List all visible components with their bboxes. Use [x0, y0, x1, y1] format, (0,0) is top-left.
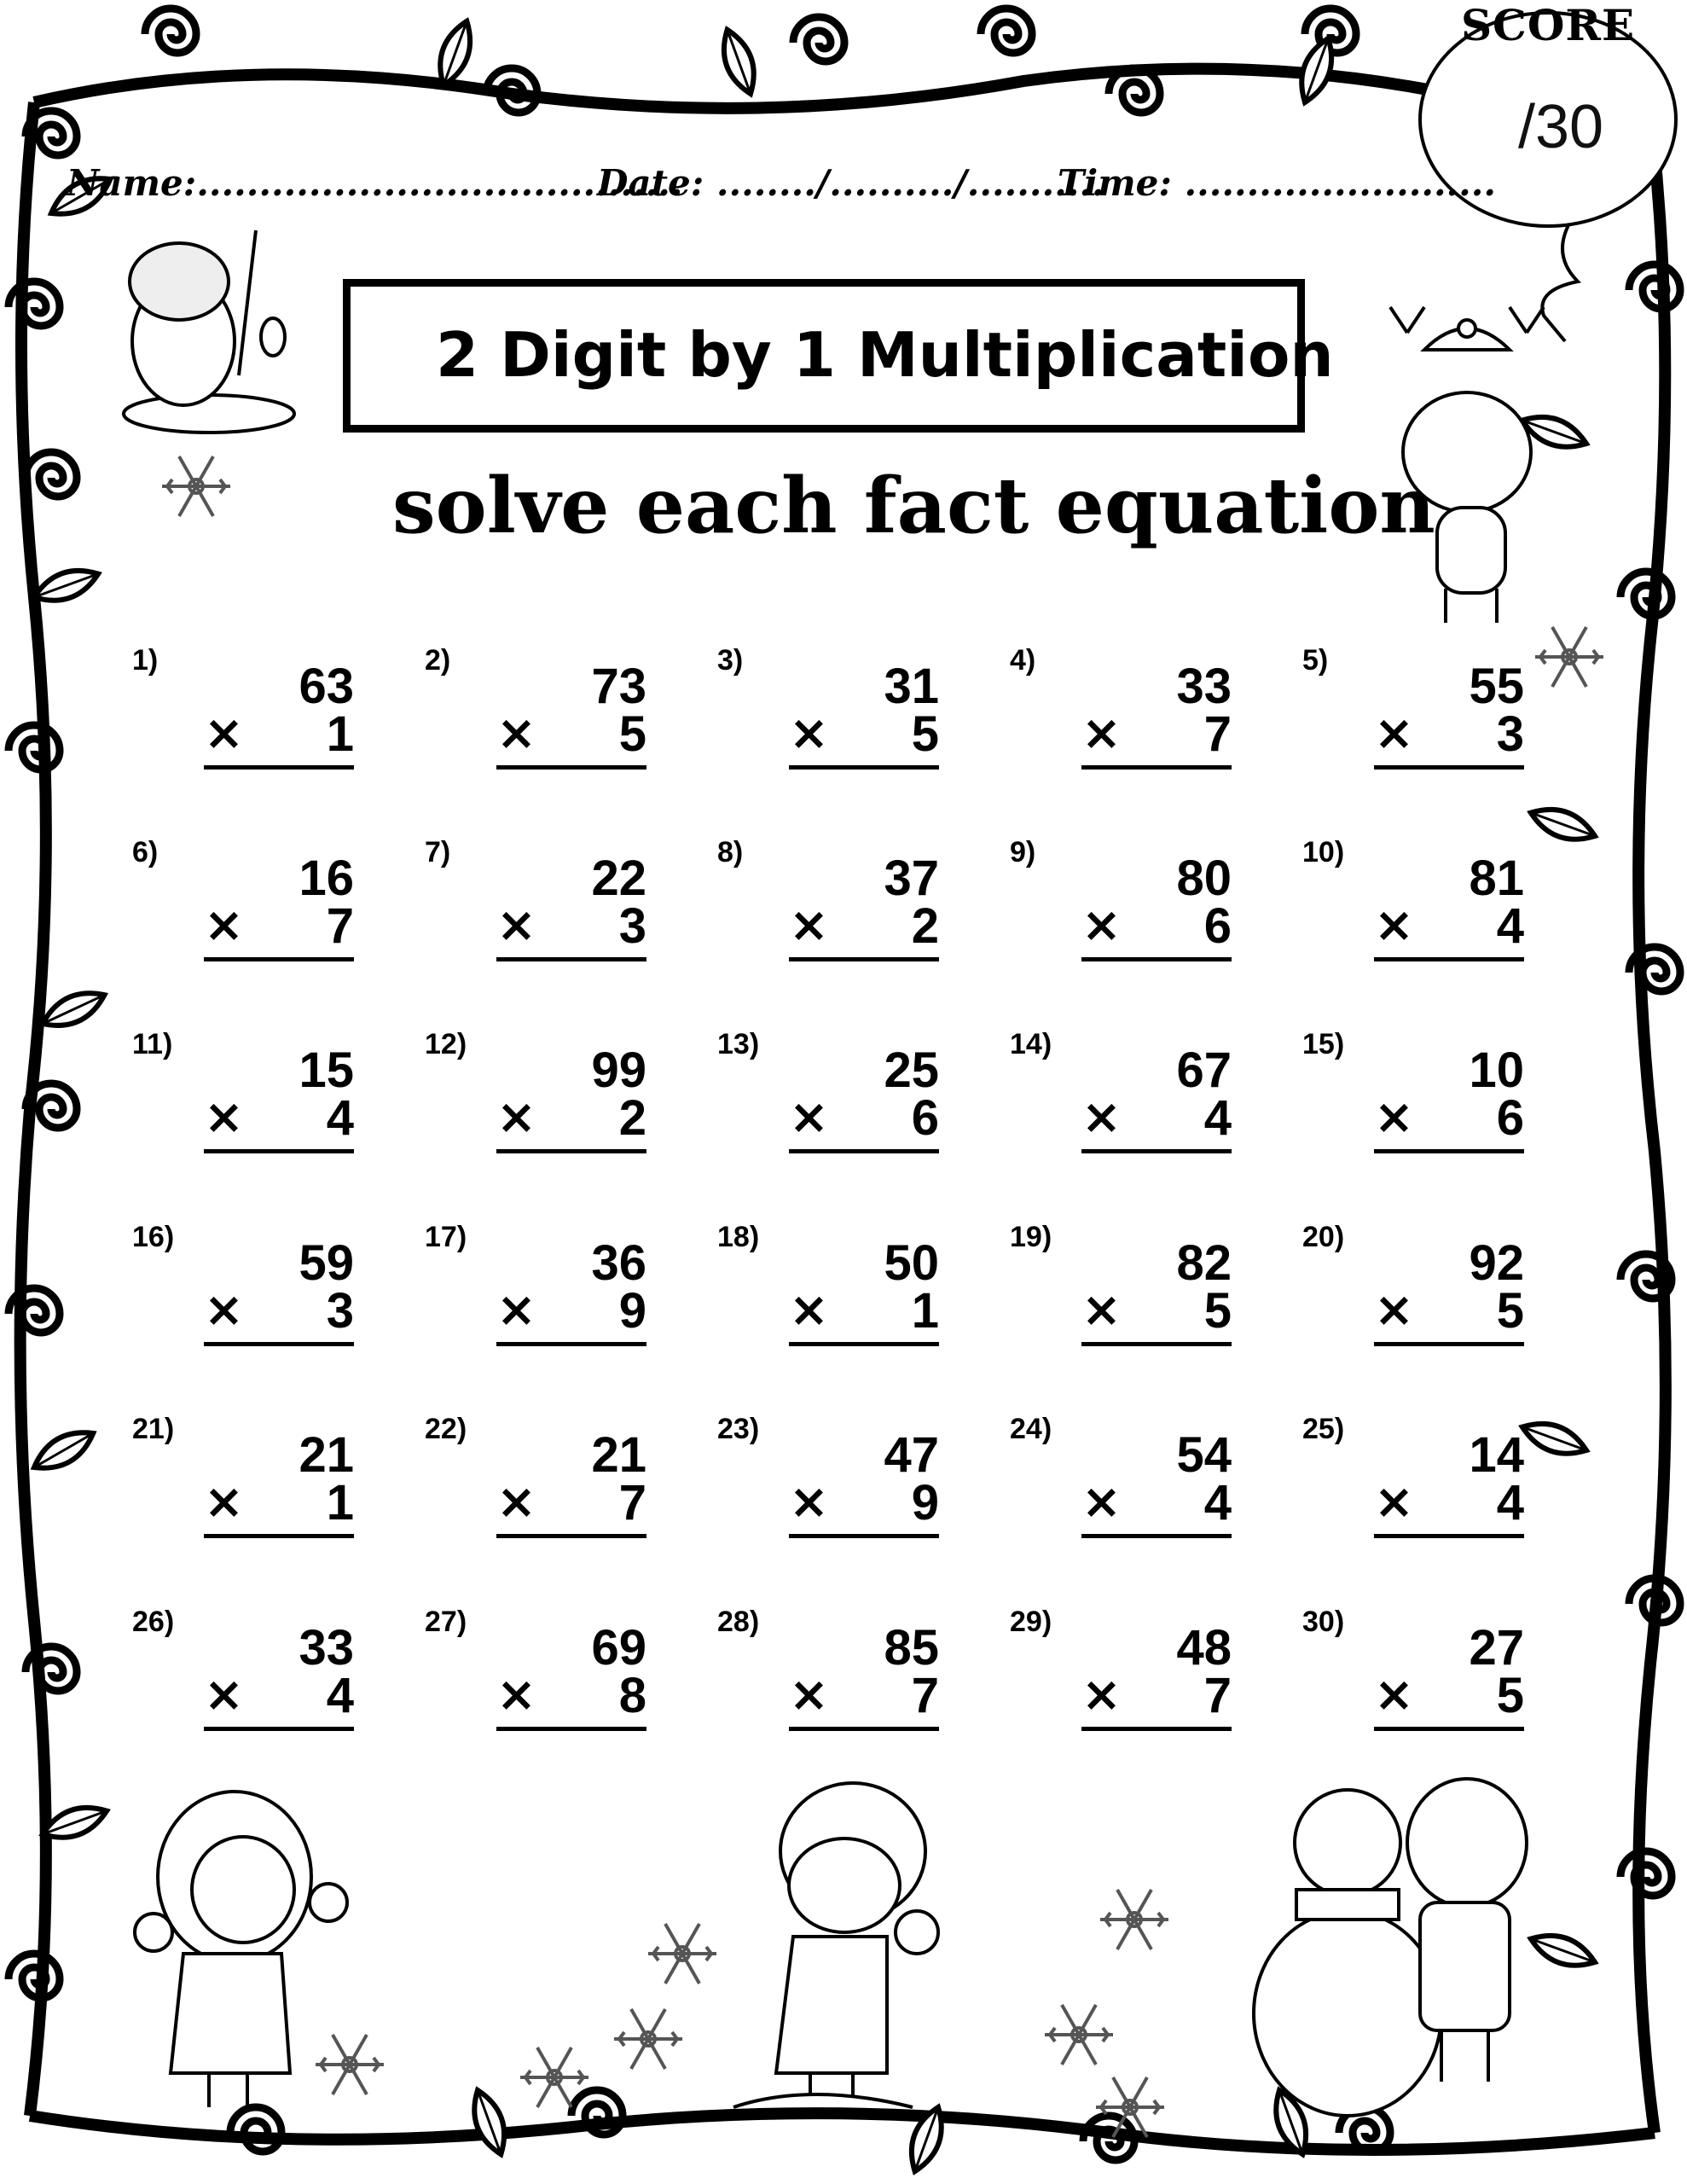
- problem-4[interactable]: [1010, 644, 1232, 772]
- multiplier: 2: [618, 1090, 646, 1146]
- problem-number: 20): [1302, 1221, 1345, 1253]
- times-sign: ×: [204, 1667, 244, 1722]
- problem-8[interactable]: [717, 836, 939, 964]
- problem-6[interactable]: [132, 836, 354, 964]
- problem-number: 16): [132, 1221, 175, 1253]
- multiplier: 4: [326, 1090, 354, 1146]
- problem-15[interactable]: [1302, 1028, 1524, 1156]
- multiplier: 5: [618, 706, 646, 762]
- answer-line[interactable]: [1081, 1149, 1232, 1153]
- times-sign: ×: [1081, 1667, 1122, 1722]
- multiplier: 4: [326, 1668, 354, 1723]
- multiplicand: 54: [1176, 1427, 1232, 1483]
- problem-number: 10): [1302, 836, 1345, 868]
- times-sign: ×: [496, 1089, 536, 1145]
- times-sign: ×: [496, 1667, 536, 1722]
- multiplier: 4: [1496, 898, 1524, 954]
- times-sign: ×: [1374, 1474, 1414, 1530]
- multiplier: 4: [1496, 1475, 1524, 1531]
- multiplier: 2: [911, 898, 939, 954]
- problem-22[interactable]: [425, 1413, 646, 1541]
- multiplicand: 15: [299, 1043, 354, 1098]
- multiplier: 7: [911, 1668, 939, 1723]
- problem-number: 15): [1302, 1028, 1345, 1060]
- multiplicand: 31: [884, 659, 939, 714]
- title-box: [343, 279, 1334, 433]
- times-sign: ×: [204, 706, 244, 761]
- answer-line[interactable]: [204, 1727, 354, 1731]
- problem-18[interactable]: [717, 1221, 939, 1349]
- multiplier: 1: [326, 706, 354, 762]
- problem-27[interactable]: [425, 1606, 646, 1734]
- times-sign: ×: [789, 897, 829, 953]
- problem-16[interactable]: [132, 1221, 354, 1349]
- multiplicand: 37: [884, 851, 939, 906]
- problem-number: 13): [717, 1028, 760, 1060]
- answer-line[interactable]: [1374, 1342, 1524, 1346]
- problem-11[interactable]: [132, 1028, 354, 1156]
- problem-number: 1): [132, 644, 159, 677]
- problem-21[interactable]: [132, 1413, 354, 1541]
- multiplicand: 14: [1469, 1427, 1524, 1483]
- multiplicand: 73: [591, 659, 646, 714]
- multiplicand: 16: [299, 851, 354, 906]
- problem-number: 5): [1302, 644, 1329, 677]
- answer-line[interactable]: [789, 1149, 939, 1153]
- answer-line[interactable]: [1374, 1534, 1524, 1538]
- problem-30[interactable]: [1302, 1606, 1524, 1734]
- times-sign: ×: [789, 1089, 829, 1145]
- problem-number: 22): [425, 1413, 467, 1445]
- multiplicand: 48: [1176, 1620, 1232, 1676]
- times-sign: ×: [204, 1474, 244, 1530]
- multiplicand: 33: [1176, 659, 1232, 714]
- multiplicand: 55: [1469, 659, 1524, 714]
- multiplier: 4: [1203, 1090, 1232, 1146]
- multiplier: 3: [1496, 706, 1524, 762]
- multiplier: 7: [326, 898, 354, 954]
- problem-number: 27): [425, 1606, 467, 1638]
- problem-number: 25): [1302, 1413, 1345, 1445]
- times-sign: ×: [1374, 1089, 1414, 1145]
- problem-13[interactable]: [717, 1028, 939, 1156]
- multiplicand: 85: [884, 1620, 939, 1676]
- multiplicand: 21: [299, 1427, 354, 1483]
- times-sign: ×: [1081, 1089, 1122, 1145]
- multiplicand: 25: [884, 1043, 939, 1098]
- answer-line[interactable]: [1081, 1534, 1232, 1538]
- problem-number: 2): [425, 644, 451, 677]
- times-sign: ×: [496, 897, 536, 953]
- multiplier: 3: [326, 1283, 354, 1339]
- problem-number: 9): [1010, 836, 1036, 868]
- times-sign: ×: [1081, 1474, 1122, 1530]
- answer-line[interactable]: [204, 1149, 354, 1153]
- problem-number: 14): [1010, 1028, 1052, 1060]
- multiplier: 9: [911, 1475, 939, 1531]
- multiplier: 6: [911, 1090, 939, 1146]
- problem-number: 18): [717, 1221, 760, 1253]
- times-sign: ×: [789, 1474, 829, 1530]
- answer-line[interactable]: [1081, 765, 1232, 770]
- problem-26[interactable]: [132, 1606, 354, 1734]
- times-sign: ×: [789, 706, 829, 761]
- multiplicand: 80: [1176, 851, 1232, 906]
- answer-line[interactable]: [496, 1342, 646, 1346]
- problem-25[interactable]: [1302, 1413, 1524, 1541]
- multiplier: 9: [618, 1283, 646, 1339]
- times-sign: ×: [1081, 706, 1122, 761]
- problem-29[interactable]: [1010, 1606, 1232, 1734]
- times-sign: ×: [204, 897, 244, 953]
- answer-line[interactable]: [1081, 1342, 1232, 1346]
- problem-17[interactable]: [425, 1221, 646, 1349]
- answer-line[interactable]: [496, 957, 646, 961]
- times-sign: ×: [1374, 1667, 1414, 1722]
- times-sign: ×: [496, 1474, 536, 1530]
- name-field[interactable]: Name:.......................................: [67, 162, 683, 204]
- multiplicand: 63: [299, 659, 354, 714]
- multiplicand: 47: [884, 1427, 939, 1483]
- multiplier: 5: [1496, 1283, 1524, 1339]
- multiplicand: 81: [1469, 851, 1524, 906]
- problem-20[interactable]: [1302, 1221, 1524, 1349]
- problem-number: 17): [425, 1221, 467, 1253]
- page-title: 2 Digit by 1 Multiplication: [436, 319, 1334, 391]
- times-sign: ×: [1374, 1282, 1414, 1338]
- answer-line[interactable]: [1081, 957, 1232, 961]
- multiplicand: 50: [884, 1235, 939, 1291]
- multiplier: 6: [1496, 1090, 1524, 1146]
- multiplicand: 36: [591, 1235, 646, 1291]
- answer-line[interactable]: [789, 1342, 939, 1346]
- times-sign: ×: [1374, 706, 1414, 761]
- answer-line[interactable]: [496, 1149, 646, 1153]
- time-field[interactable]: Time: .........................: [1058, 162, 1497, 204]
- multiplicand: 21: [591, 1427, 646, 1483]
- answer-line[interactable]: [789, 957, 939, 961]
- answer-line[interactable]: [496, 1727, 646, 1731]
- score-label: SCORE: [1460, 0, 1636, 50]
- times-sign: ×: [204, 1282, 244, 1338]
- multiplier: 4: [1203, 1475, 1232, 1531]
- answer-line[interactable]: [496, 1534, 646, 1538]
- multiplier: 5: [911, 706, 939, 762]
- answer-line[interactable]: [789, 1534, 939, 1538]
- instructions: solve each fact equation: [392, 461, 1435, 551]
- multiplier: 3: [618, 898, 646, 954]
- problem-number: 11): [132, 1028, 173, 1060]
- answer-line[interactable]: [1374, 1149, 1524, 1153]
- answer-line[interactable]: [204, 1534, 354, 1538]
- times-sign: ×: [789, 1282, 829, 1338]
- problem-number: 21): [132, 1413, 175, 1445]
- multiplicand: 27: [1469, 1620, 1524, 1676]
- student-info-line: [67, 162, 1497, 213]
- multiplicand: 33: [299, 1620, 354, 1676]
- problem-number: 6): [132, 836, 159, 868]
- multiplier: 7: [1203, 706, 1232, 762]
- answer-line[interactable]: [1081, 1727, 1232, 1731]
- score-value: /30: [1518, 93, 1604, 161]
- problem-9[interactable]: [1010, 836, 1232, 964]
- multiplier: 5: [1203, 1283, 1232, 1339]
- multiplier: 7: [618, 1475, 646, 1531]
- problem-number: 28): [717, 1606, 760, 1638]
- problem-number: 24): [1010, 1413, 1052, 1445]
- times-sign: ×: [789, 1667, 829, 1722]
- answer-line[interactable]: [1374, 957, 1524, 961]
- problem-number: 7): [425, 836, 451, 868]
- times-sign: ×: [1081, 1282, 1122, 1338]
- multiplier: 1: [911, 1283, 939, 1339]
- multiplicand: 82: [1176, 1235, 1232, 1291]
- problem-number: 29): [1010, 1606, 1052, 1638]
- problem-2[interactable]: [425, 644, 646, 772]
- problem-number: 8): [717, 836, 744, 868]
- answer-line[interactable]: [789, 1727, 939, 1731]
- problem-24[interactable]: [1010, 1413, 1232, 1541]
- multiplier: 5: [1496, 1668, 1524, 1723]
- answer-line[interactable]: [204, 957, 354, 961]
- answer-line[interactable]: [1374, 1727, 1524, 1731]
- multiplicand: 92: [1469, 1235, 1524, 1291]
- date-field[interactable]: Date: ......../........../...........: [597, 162, 1104, 204]
- multiplier: 1: [326, 1475, 354, 1531]
- times-sign: ×: [496, 706, 536, 761]
- problem-19[interactable]: [1010, 1221, 1232, 1349]
- answer-line[interactable]: [1374, 765, 1524, 770]
- problem-number: 3): [717, 644, 744, 677]
- problem-1[interactable]: [132, 644, 354, 772]
- multiplier: 6: [1203, 898, 1232, 954]
- problem-number: 4): [1010, 644, 1036, 677]
- problem-23[interactable]: [717, 1413, 939, 1541]
- problem-number: 12): [425, 1028, 467, 1060]
- times-sign: ×: [1081, 897, 1122, 953]
- multiplicand: 10: [1469, 1043, 1524, 1098]
- times-sign: ×: [496, 1282, 536, 1338]
- multiplier: 8: [618, 1668, 646, 1723]
- problem-3[interactable]: [717, 644, 939, 772]
- problem-28[interactable]: [717, 1606, 939, 1734]
- times-sign: ×: [1374, 897, 1414, 953]
- problem-number: 26): [132, 1606, 175, 1638]
- problem-5[interactable]: [1302, 644, 1524, 772]
- times-sign: ×: [204, 1089, 244, 1145]
- problem-number: 19): [1010, 1221, 1052, 1253]
- problem-number: 23): [717, 1413, 760, 1445]
- multiplier: 7: [1203, 1668, 1232, 1723]
- multiplicand: 69: [591, 1620, 646, 1676]
- multiplicand: 59: [299, 1235, 354, 1291]
- problem-14[interactable]: [1010, 1028, 1232, 1156]
- answer-line[interactable]: [204, 765, 354, 770]
- problem-7[interactable]: [425, 836, 646, 964]
- answer-line[interactable]: [789, 765, 939, 770]
- problem-10[interactable]: [1302, 836, 1524, 964]
- multiplicand: 67: [1176, 1043, 1232, 1098]
- multiplicand: 99: [591, 1043, 646, 1098]
- problem-number: 30): [1302, 1606, 1345, 1638]
- answer-line[interactable]: [496, 765, 646, 770]
- answer-line[interactable]: [204, 1342, 354, 1346]
- problem-12[interactable]: [425, 1028, 646, 1156]
- multiplicand: 22: [591, 851, 646, 906]
